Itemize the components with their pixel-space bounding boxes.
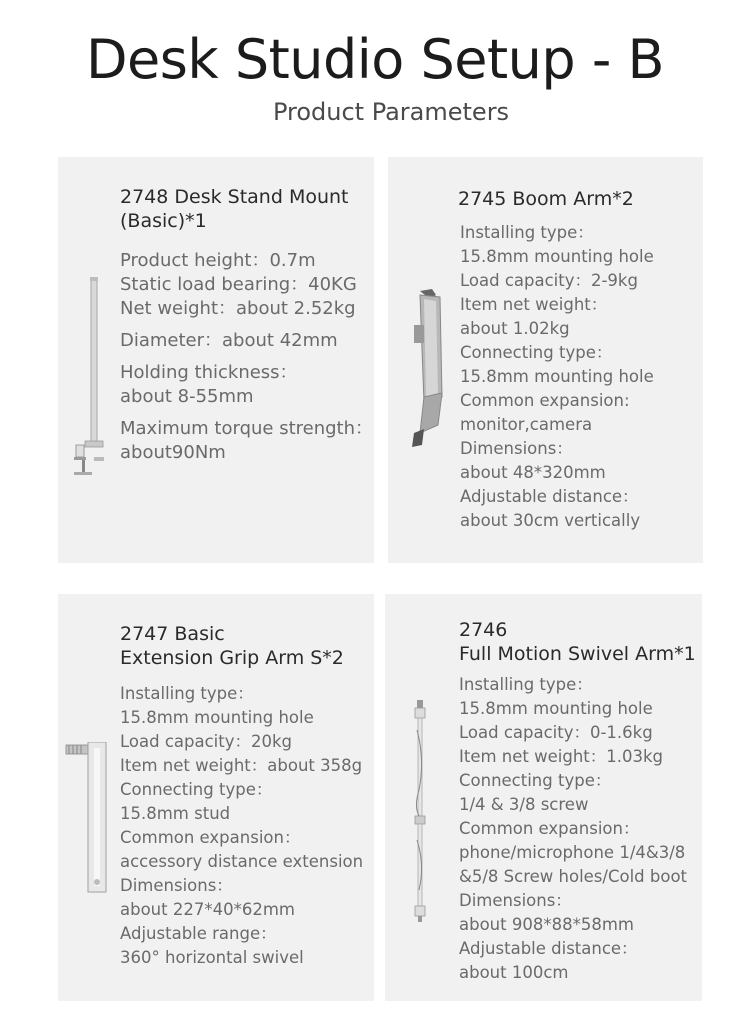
- spec-line: about 227*40*62mm: [120, 900, 295, 919]
- spec-line: Net weight：about 2.52kg: [120, 298, 356, 319]
- product-card-extension-grip-arm: [58, 594, 374, 1001]
- product-title: 2748 Desk Stand Mount (Basic)*1: [120, 186, 349, 232]
- spec-line: Common expansion:: [460, 391, 630, 410]
- spec-line: Installing type：: [459, 675, 593, 694]
- spec-line: 15.8mm mounting hole: [460, 367, 654, 386]
- spec-line: about 48*320mm: [460, 463, 606, 482]
- spec-line: monitor,camera: [460, 415, 593, 434]
- spec-line: &5/8 Screw holes/Cold boot: [459, 867, 688, 886]
- spec-list: [460, 221, 654, 533]
- spec-line: Connecting type：: [460, 343, 613, 362]
- boom-arm-image: [406, 285, 446, 453]
- spec-line: Load capacity：20kg: [120, 732, 293, 751]
- spec-line: about 908*88*58mm: [459, 915, 634, 934]
- spec-line: Item net weight：about 358g: [120, 756, 363, 775]
- spec-line: Installing type：: [120, 684, 254, 703]
- page-title: Desk Studio Setup - B: [85, 28, 665, 91]
- desk-stand-mount-image: [70, 277, 110, 482]
- spec-line: phone/microphone 1/4&3/8: [459, 843, 686, 862]
- spec-line: 15.8mm mounting hole: [120, 708, 314, 727]
- spec-line: about 100cm: [459, 963, 569, 982]
- spec-line: 15.8mm stud: [120, 804, 231, 823]
- product-card-swivel-arm: [385, 594, 702, 1001]
- spec-line: Connecting type：: [459, 771, 612, 790]
- spec-line: Adjustable distance：: [460, 487, 639, 506]
- spec-line: Dimensions：: [460, 439, 573, 458]
- spec-line: Item net weight：1.03kg: [459, 747, 664, 766]
- spec-line: Product height：0.7m: [120, 250, 316, 271]
- product-title: 2746 Full Motion Swivel Arm*1: [459, 619, 696, 665]
- spec-list: [120, 249, 373, 465]
- spec-list: [120, 682, 363, 970]
- spec-line: 15.8mm mounting hole: [459, 699, 653, 718]
- spec-line: 360° horizontal swivel: [120, 948, 304, 967]
- extension-grip-arm-image: [64, 742, 114, 898]
- spec-list: [459, 673, 687, 985]
- spec-line: Connecting type：: [120, 780, 273, 799]
- spec-line: Adjustable distance：: [459, 939, 638, 958]
- spec-line: Holding thickness：: [120, 362, 298, 383]
- spec-line: Dimensions：: [459, 891, 572, 910]
- spec-line: Item net weight：: [460, 295, 608, 314]
- spec-line: Adjustable range：: [120, 924, 277, 943]
- product-card-boom-arm: [388, 157, 703, 563]
- product-title: 2745 Boom Arm*2: [458, 188, 634, 210]
- spec-line: Dimensions：: [120, 876, 233, 895]
- spec-line: Maximum torque strength：: [120, 418, 374, 439]
- spec-line: 1/4 & 3/8 screw: [459, 795, 589, 814]
- swivel-arm-image: [409, 700, 433, 922]
- page-subtitle: Product Parameters: [272, 98, 510, 126]
- spec-line: about 30cm vertically: [460, 511, 641, 530]
- spec-line: Static load bearing：40KG: [120, 274, 357, 295]
- spec-line: about90Nm: [120, 442, 226, 463]
- spec-line: accessory distance extension: [120, 852, 364, 871]
- spec-line: Load capacity：2-9kg: [460, 271, 638, 290]
- spec-line: Common expansion：: [459, 819, 640, 838]
- spec-line: about 1.02kg: [460, 319, 570, 338]
- spec-line: Diameter：about 42mm: [120, 330, 338, 351]
- spec-line: 15.8mm mounting hole: [460, 247, 654, 266]
- spec-line: Load capacity：0-1.6kg: [459, 723, 653, 742]
- spec-line: Common expansion：: [120, 828, 301, 847]
- spec-line: Installing type：: [460, 223, 594, 242]
- spec-line: about 8-55mm: [120, 386, 254, 407]
- product-card-desk-stand: [58, 157, 374, 563]
- product-title: 2747 Basic Extension Grip Arm S*2: [120, 623, 344, 669]
